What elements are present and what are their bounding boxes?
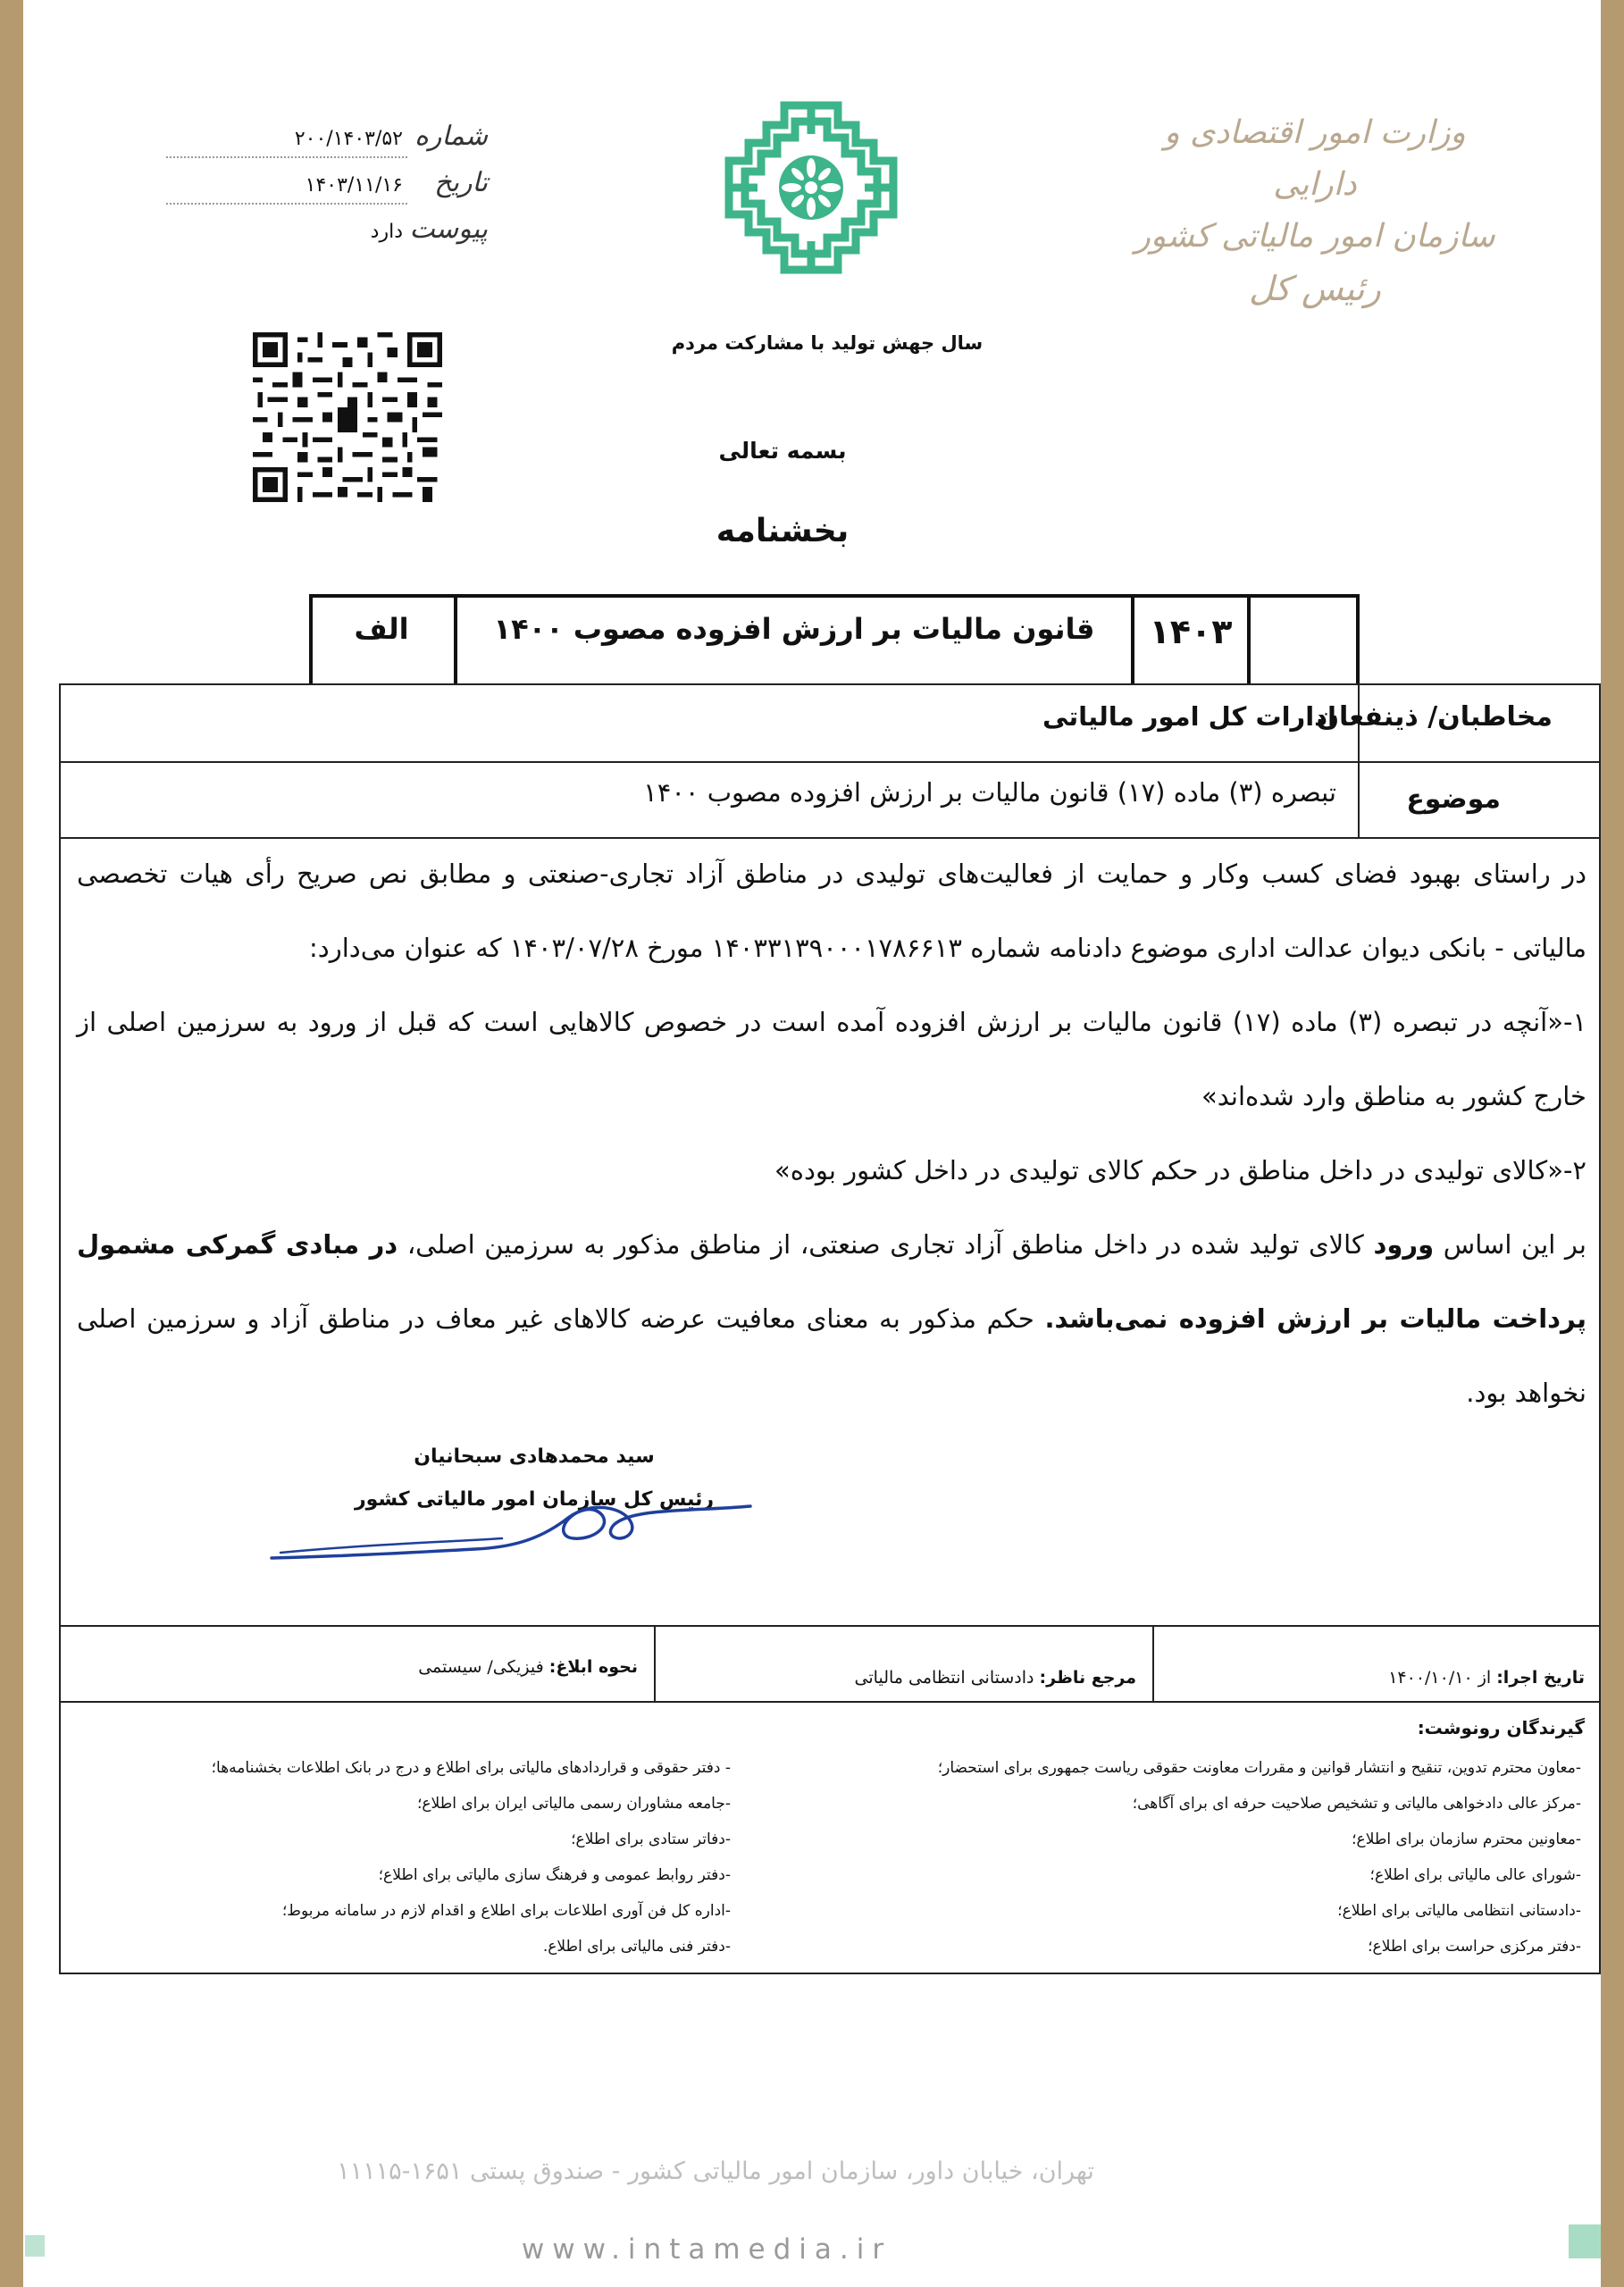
cc-item: -معاونین محترم سازمان برای اطلاع؛ — [1352, 1830, 1581, 1848]
body-paragraph-item1: ۱-«آنچه در تبصره (۳) ماده (۱۷) قانون مالیات بر ارزش افزوده آمده است در خصوص کالاهایی است که قبل از ورود به سرزمین اصلی از خارج کشور به مناطق وارد شده‌اند» — [77, 1007, 1587, 1111]
number-value: ۲۰۰/۱۴۰۳/۵۲ — [294, 128, 403, 150]
subject-divider — [1358, 761, 1360, 837]
ruling-part-a: بر این اساس — [1434, 1229, 1586, 1260]
body-paragraph-intro: در راستای بهبود فضای کسب وکار و حمایت از فعالیت‌های تولیدی در مناطق آزاد تجاری-صنعتی و مطابق نص صریح رأی هیات تخصصی مالیاتی - بانکی دیوان عدالت اداری موضوع دادنامه شماره ۱۴۰۳۳۱۳۹۰۰۰۱۷۸۶۶۱۳ مورخ ۱۴۰۳/۰۷/۲۸ که عنوان می‌دارد: — [77, 859, 1586, 963]
corner-mark-right — [1569, 2224, 1601, 2258]
ruling-part-c: کالای تولید شده در داخل مناطق آزاد تجاری صنعتی، از مناطق مذکور به سرزمین اصلی، — [398, 1229, 1374, 1260]
footer-divider-1 — [1152, 1625, 1154, 1701]
cc-list-left — [212, 1750, 731, 1964]
tax-organization-logo-icon — [722, 98, 900, 277]
notification-method-label: نحوه ابلاغ: — [548, 1657, 638, 1677]
notification-method-value: فیزیکی/ سیستمی — [418, 1657, 544, 1677]
recipients-row-border — [61, 761, 1599, 763]
reference-year-cell — [1131, 598, 1247, 683]
cc-list-right — [938, 1750, 1581, 1964]
execution-date-label: تاریخ اجرا: — [1496, 1668, 1585, 1688]
date-value: ۱۴۰۳/۱۱/۱۶ — [305, 174, 403, 197]
ruling-part-e: حکم مذکور به معنای معافیت عرضه کالاهای غیر معاف در مناطق آزاد و سرزمین اصلی نخواهد بود. — [77, 1303, 1586, 1408]
reference-extra-cell — [1247, 598, 1356, 683]
cc-item: -مرکز عالی دادخواهی مالیاتی و تشخیص صلاحیت حرفه ای برای آگاهی؛ — [1132, 1795, 1581, 1813]
date-row — [166, 167, 488, 214]
reference-law-cell — [454, 598, 1131, 683]
reference-series-cell — [309, 598, 454, 683]
footer-bottom-border — [61, 1701, 1599, 1703]
cc-title: گیرندگان رونوشت: — [1417, 1717, 1585, 1738]
date-label: تاریخ — [434, 167, 488, 198]
year-slogan: سال جهش تولید با مشارکت مردم — [671, 332, 984, 354]
reference-series: الف — [354, 612, 409, 646]
number-row — [166, 121, 488, 167]
body-paragraph-item2: ۲-«کالای تولیدی در داخل مناطق در حکم کالای تولیدی در داخل کشور بوده» — [774, 1155, 1586, 1185]
attachment-value: دارد — [370, 221, 403, 243]
cc-item: -دفتر مرکزی حراست برای اطلاع؛ — [1368, 1938, 1581, 1956]
cc-item: -جامعه مشاوران رسمی مالیاتی ایران برای اطلاع؛ — [417, 1795, 731, 1813]
cc-item: -معاون محترم تدوین، تنقیح و انتشار قوانین و مقررات معاونت حقوقی ریاست جمهوری برای استحضار؛ — [937, 1759, 1581, 1777]
letter-metadata — [166, 121, 488, 260]
signatory-title: رئیس کل سازمان امور مالیاتی کشور — [354, 1488, 715, 1511]
supervising-authority-label: مرجع ناظر: — [1039, 1668, 1136, 1688]
recipients-value: ادارات کل امور مالیاتی — [1042, 701, 1336, 732]
execution-date — [1388, 1668, 1585, 1688]
page-frame-left — [0, 0, 23, 2287]
cc-item: -دفاتر ستادی برای اطلاع؛ — [571, 1830, 731, 1848]
execution-date-value: از ۱۴۰۰/۱۰/۱۰ — [1388, 1668, 1492, 1688]
reference-year: ۱۴۰۳ — [1149, 612, 1233, 651]
recipients-label: مخاطبان/ ذینفعان — [1316, 701, 1553, 733]
website-link[interactable]: www.intamedia.ir — [521, 2233, 892, 2266]
date-dotted-line — [166, 203, 407, 205]
cc-item: -دفتر روابط عمومی و فرهنگ سازی مالیاتی برای اطلاع؛ — [378, 1866, 731, 1884]
reference-law: قانون مالیات بر ارزش افزوده مصوب ۱۴۰۰ — [493, 612, 1095, 646]
attachment-label: پیوست — [409, 214, 488, 245]
corner-mark-left — [25, 2235, 45, 2257]
document-title: بخشنامه — [716, 513, 850, 549]
attachment-row — [166, 214, 488, 260]
ruling-part-d: در مبادی گمرکی مشمول پرداخت مالیات بر ارزش افزوده نمی‌باشد. — [77, 1229, 1586, 1334]
supervising-authority — [855, 1668, 1136, 1688]
footer-divider-2 — [654, 1625, 656, 1701]
ministry-line3: رئیس کل — [1249, 269, 1381, 308]
cc-item: -دفتر فنی مالیاتی برای اطلاع. — [542, 1938, 731, 1956]
ministry-line1: وزارت امور اقتصادی و دارایی — [1164, 114, 1466, 203]
cc-item: -اداره کل فن آوری اطلاعات برای اطلاع و اقدام لازم در سامانه مربوط؛ — [281, 1902, 731, 1920]
body-paragraph-ruling — [77, 1208, 1586, 1430]
cc-item: - دفتر حقوقی و قراردادهای مالیاتی برای اطلاع و درج در بانک اطلاعات بخشنامه‌ها؛ — [211, 1759, 731, 1777]
supervising-authority-value: دادستانی انتظامی مالیاتی — [854, 1668, 1034, 1688]
notification-method — [418, 1657, 638, 1677]
circular-body-text — [77, 837, 1586, 1430]
qr-code-icon — [252, 332, 443, 502]
number-label: شماره — [414, 121, 488, 152]
handwritten-signature — [270, 1485, 752, 1565]
circular-body-table — [59, 683, 1601, 1974]
page-frame-right — [1601, 0, 1624, 2287]
footer-top-border — [61, 1625, 1599, 1627]
reference-box — [309, 594, 1360, 683]
number-dotted-line — [166, 156, 407, 158]
besmellah-heading: بسمه تعالی — [718, 438, 847, 464]
signatory-name: سید محمدهادی سبحانیان — [414, 1445, 655, 1468]
ruling-part-b: ورود — [1373, 1229, 1435, 1260]
organization-address: تهران، خیابان داور، سازمان امور مالیاتی کشور - صندوق پستی ۱۶۵۱-۱۱۱۱۵ — [337, 2157, 1094, 2185]
cc-item: -شورای عالی مالیاتی برای اطلاع؛ — [1369, 1866, 1581, 1884]
cc-item: -دادستانی انتظامی مالیاتی برای اطلاع؛ — [1337, 1902, 1581, 1920]
ministry-header — [1127, 107, 1503, 314]
document-page — [23, 0, 1601, 2287]
subject-label: موضوع — [1406, 783, 1501, 815]
ministry-line2: سازمان امور مالیاتی کشور — [1134, 218, 1495, 255]
subject-value: تبصره (۳) ماده (۱۷) قانون مالیات بر ارزش افزوده مصوب ۱۴۰۰ — [643, 777, 1336, 808]
